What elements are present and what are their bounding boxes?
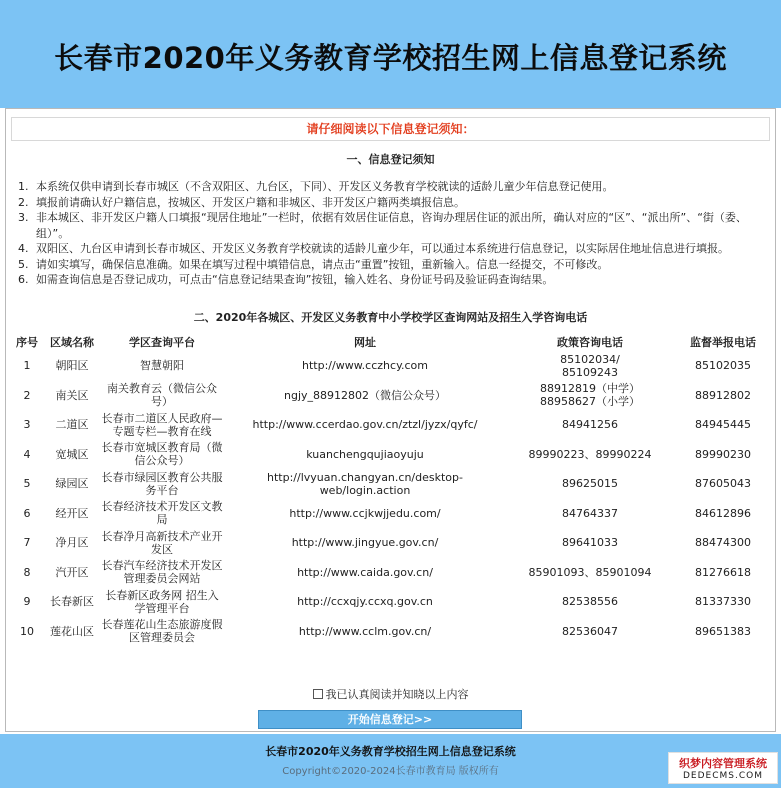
cell-url: http://lvyuan.changyan.cn/desktop-web/login.action <box>267 470 463 497</box>
cell-url: http://www.jingyue.gov.cn/ <box>291 536 439 550</box>
cell-platform: 长春市宽城区教育局（微信公众号） <box>101 441 223 468</box>
cell-url: http://www.caida.gov.cn/ <box>297 565 433 579</box>
cell-url: http://www.ccerdao.gov.cn/ztzl/jyzx/qyfc/ <box>252 418 478 432</box>
rule-text: 双阳区、九台区申请到长春市城区、开发区义务教育学校就读的适龄儿童少年，可以通过本系统进行信息登记，以实际居住地址信息进行填报。 <box>36 242 729 255</box>
table-header-row <box>10 333 772 351</box>
watermark-line2: DEDECMS.COM <box>683 771 763 781</box>
rule-text: 请如实填写，确保信息准确。如果在填写过程中填错信息，请点击“重置”按钮，重新输入。信息一经提交，不可修改。 <box>36 257 609 271</box>
rule-number: 6. <box>18 273 29 286</box>
cell-no: 5 <box>23 477 31 491</box>
cell-url: ngjy_88912802（微信公众号） <box>283 388 446 402</box>
rule-number: 4. <box>18 242 29 255</box>
table-row <box>10 381 772 411</box>
cell-report-phone: 84945445 <box>695 418 751 432</box>
cell-platform: 长春市绿园区教育公共服务平台 <box>101 470 223 497</box>
cell-platform: 长春经济技术开发区文教局 <box>101 500 223 527</box>
notice-banner: 请仔细阅读以下信息登记须知： <box>11 117 770 141</box>
page-title: 长春市2020年义务教育学校招生网上信息登记系统 <box>54 41 727 75</box>
watermark-line1: 织梦内容管理系统 <box>679 757 767 770</box>
table-row <box>10 617 772 647</box>
cell-platform: 南关教育云（微信公众号） <box>107 382 217 409</box>
cell-report-phone: 89990230 <box>695 447 751 461</box>
col-header-area: 区域名称 <box>50 336 94 349</box>
table-row <box>10 440 772 470</box>
table-row <box>10 587 772 617</box>
rule-text: 如需查询信息是否登记成功，可点击“信息登记结果查询”按钮，输入姓名、身份证号码及验证码查询结果。 <box>36 273 554 286</box>
cell-area: 朝阳区 <box>55 359 89 373</box>
start-registration-button[interactable]: 开始信息登记>> <box>258 710 522 729</box>
table-row <box>10 528 772 558</box>
cell-report-phone: 84612896 <box>695 506 751 520</box>
cell-area: 南关区 <box>55 388 89 402</box>
cell-no: 7 <box>23 536 31 550</box>
cell-policy-phone: 88912819（中学） 88958627（小学） <box>540 382 640 409</box>
agree-label: 我已认真阅读并知晓以上内容 <box>325 688 469 701</box>
cell-area: 二道区 <box>55 418 89 432</box>
cell-url: http://ccxqjy.ccxq.gov.cn <box>297 595 433 609</box>
cell-area: 宽城区 <box>55 447 89 461</box>
cell-url: http://www.cclm.gov.cn/ <box>298 624 432 638</box>
col-header-url: 网址 <box>354 336 376 349</box>
cell-policy-phone: 85102034/ 85109243 <box>560 352 620 379</box>
col-header-policy-phone: 政策咨询电话 <box>557 336 623 349</box>
rule-text: 非本城区、非开发区户籍人口填报“现居住地址”一栏时，依据有效居住证信息，咨询办理居住证的派出所，确认对应的“区”、“派出所”、“街（委、组）”。 <box>36 211 747 240</box>
cell-no: 3 <box>23 418 31 432</box>
cell-policy-phone: 82536047 <box>562 624 618 638</box>
cell-area: 汽开区 <box>55 565 89 579</box>
cell-policy-phone: 89990223、89990224 <box>528 447 652 461</box>
cell-area: 莲花山区 <box>50 624 94 638</box>
rule-number: 2. <box>18 195 29 209</box>
cell-no: 10 <box>20 624 34 638</box>
rule-item <box>18 257 770 273</box>
table-row <box>10 351 772 381</box>
cell-platform: 智慧朝阳 <box>140 359 184 373</box>
cell-platform: 长春汽车经济技术开发区管理委员会网站 <box>101 559 223 586</box>
cell-report-phone: 89651383 <box>695 624 751 638</box>
cell-no: 4 <box>23 447 31 461</box>
cell-platform: 长春净月高新技术产业开发区 <box>101 529 223 556</box>
school-info-table <box>10 333 772 646</box>
rule-number: 5. <box>18 257 29 271</box>
col-header-no: 序号 <box>16 336 38 349</box>
cell-report-phone: 85102035 <box>695 359 751 373</box>
rule-item <box>18 195 770 211</box>
rules-list <box>18 179 770 288</box>
rule-item <box>18 179 770 195</box>
cell-report-phone: 81337330 <box>695 595 751 609</box>
rule-number: 1. <box>18 180 29 193</box>
rule-item <box>18 272 770 288</box>
cell-policy-phone: 89641033 <box>562 536 618 550</box>
cell-no: 2 <box>23 388 31 402</box>
table-row <box>10 558 772 588</box>
cell-report-phone: 81276618 <box>695 565 751 579</box>
table-row <box>10 469 772 499</box>
page-header <box>0 0 781 108</box>
agree-checkbox[interactable] <box>313 689 323 699</box>
section2-title: 二、2020年各城区、开发区义务教育中小学校学区查询网站及招生入学咨询电话 <box>193 311 588 324</box>
cell-url: http://www.ccjkwjjedu.com/ <box>289 506 441 520</box>
section1-title: 一、信息登记须知 <box>346 153 435 166</box>
agree-row[interactable] <box>6 686 775 702</box>
cell-area: 绿园区 <box>55 477 89 491</box>
cell-platform: 长春新区政务网 招生入学管理平台 <box>105 588 219 615</box>
cell-policy-phone: 84764337 <box>562 506 618 520</box>
rule-item <box>18 210 770 241</box>
cell-no: 8 <box>23 565 31 579</box>
cell-report-phone: 88912802 <box>695 388 751 402</box>
rule-text: 填报前请确认好户籍信息，按城区、开发区户籍和非城区、非开发区户籍两类填报信息。 <box>36 195 465 209</box>
cell-report-phone: 88474300 <box>695 536 751 550</box>
table-row <box>10 499 772 529</box>
cell-policy-phone: 82538556 <box>562 595 618 609</box>
cell-url: kuanchengqujiaoyuju <box>306 447 424 461</box>
cell-no: 6 <box>23 506 31 520</box>
table-row <box>10 410 772 440</box>
cell-no: 1 <box>23 359 31 373</box>
rule-text: 本系统仅供申请到长春市城区（不含双阳区、九台区，下同）、开发区义务教育学校就读的适龄儿童少年信息登记使用。 <box>36 180 614 193</box>
cell-area: 净月区 <box>55 536 89 550</box>
main-panel <box>5 108 776 732</box>
watermark-logo <box>668 752 778 784</box>
cell-url: http://www.cczhcy.com <box>302 359 428 373</box>
cell-area: 经开区 <box>55 506 89 520</box>
footer-copyright: Copyright©2020-2024长春市教育局 版权所有 <box>282 766 499 777</box>
cell-policy-phone: 85901093、85901094 <box>528 565 652 579</box>
footer-title: 长春市2020年义务教育学校招生网上信息登记系统 <box>265 745 516 758</box>
cell-area: 长春新区 <box>50 595 94 609</box>
cell-policy-phone: 89625015 <box>562 477 618 491</box>
col-header-report-phone: 监督举报电话 <box>690 336 756 349</box>
cell-policy-phone: 84941256 <box>562 418 618 432</box>
col-header-platform: 学区查询平台 <box>129 336 195 349</box>
cell-platform: 长春市二道区人民政府—专题专栏—教育在线 <box>101 411 223 438</box>
rule-number: 3. <box>18 211 29 224</box>
page-footer <box>0 734 781 788</box>
cell-platform: 长春莲花山生态旅游度假区管理委员会 <box>101 618 223 645</box>
rule-item <box>18 241 770 257</box>
cell-report-phone: 87605043 <box>695 477 751 491</box>
cell-no: 9 <box>23 595 31 609</box>
